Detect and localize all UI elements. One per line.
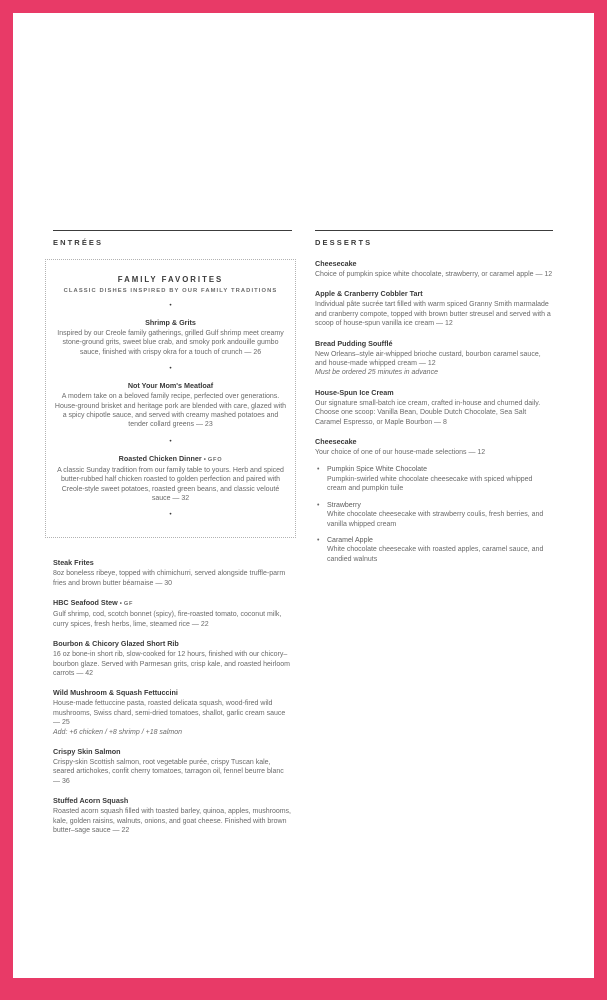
menu-item-name: House-Spun Ice Cream	[315, 387, 394, 397]
cheesecake-option	[315, 465, 553, 493]
family-item-name: Not Your Mom's Meatloaf	[127, 381, 214, 391]
menu-item-name: Crispy Skin Salmon	[53, 746, 121, 756]
menu-item-cheesecake	[315, 259, 553, 279]
menu-item-description: 8oz boneless ribeye, topped with chimichurri, served alongside truffle-parm fries and brown butter béarnaise — 30	[53, 570, 286, 587]
bullet-icon: •	[317, 501, 320, 509]
menu-item-description: Individual pâte sucrée tart filled with warm spiced Granny Smith marmalade and cranberry compote, topped with brown butter streusel and served with a scoop of house-spun vanilla ice cream — 12	[315, 301, 551, 328]
family-item-name: Shrimp & Grits	[145, 318, 196, 327]
menu-item-description: Our signature small-batch ice cream, crafted in-house and churned daily. Choose one scoop: Vanilla Bean, Double Dutch Chocolate, Sea Salt Caramel Espresso, or Maple Bourbon — 8	[315, 399, 541, 426]
separator-dot: •	[169, 437, 172, 445]
desserts-column	[315, 230, 553, 845]
cheesecake-option-body	[327, 465, 553, 493]
menu-item-fettuccini	[53, 688, 292, 737]
menu-item-cheesecake-selections	[315, 437, 553, 564]
separator-dot: •	[169, 365, 172, 373]
menu-item-description: New Orleans–style air-whipped brioche custard, bourbon caramel sauce, and house-made whipped cream — 12	[315, 350, 541, 368]
menu-item-name: Cheesecake	[315, 437, 357, 447]
menu-content	[13, 13, 594, 845]
menu-item-note: Must be ordered 25 minutes in advance	[315, 369, 438, 377]
menu-item-short-rib	[53, 639, 292, 678]
cheesecake-options-list	[315, 465, 553, 564]
tag-bullet-icon: •	[119, 601, 122, 608]
menu-item-description: Choice of pumpkin spice white chocolate, strawberry, or caramel apple — 12	[315, 271, 553, 278]
dietary-tag	[120, 598, 133, 607]
cheesecake-option-description: White chocolate cheesecake with roasted apples, caramel sauce, and candied walnuts	[327, 546, 544, 563]
menu-item-description: Gulf shrimp, cod, scotch bonnet (spicy), fire-roasted tomato, coconut milk, curry spices, fresh herbs, lime, steamed rice — 22	[53, 611, 282, 628]
menu-item-note: Add: +6 chicken / +8 shrimp / +18 salmon	[53, 728, 182, 736]
menu-item-name: Bread Pudding Soufflé	[315, 338, 393, 348]
tag-bullet-icon: •	[203, 456, 206, 463]
menu-item-description: Your choice of one of our house-made selections — 12	[315, 449, 486, 457]
menu-item-description: 16 oz bone-in short rib, slow-cooked for 12 hours, finished with our chicory–bourbon glaze. Served with Parmesan grits, crisp kale, and roasted heirloom carrots — 42	[53, 651, 290, 677]
menu-item-name: Wild Mushroom & Squash Fettuccini	[53, 688, 178, 698]
menu-item-crispy-skin-salmon	[53, 747, 292, 786]
family-item-description: A classic Sunday tradition from our family table to yours. Herb and spiced butter-rubbed half chicken roasted to golden perfection and paired with Creole-style sweet potatoes, roasted green beans, and classic velouté sauce — 32	[57, 466, 284, 503]
separator-dot: •	[169, 511, 172, 519]
bullet-icon: •	[317, 536, 320, 544]
cheesecake-option-name: Pumpkin Spice White Chocolate	[327, 466, 427, 474]
menu-item-steak-frites	[53, 558, 292, 588]
family-item	[54, 454, 287, 504]
menu-item-description: Crispy-skin Scottish salmon, root vegetable purée, crispy Tuscan kale, seared artichokes, confit cherry tomatoes, tarragon oil, fennel beurre blanc — 36	[53, 758, 284, 785]
menu-item-name: Cheesecake	[315, 259, 357, 268]
desserts-header: DESSERTS	[315, 238, 373, 247]
entrees-header: ENTRÉES	[53, 238, 104, 247]
bullet-icon: •	[317, 466, 320, 474]
cheesecake-option	[315, 536, 553, 564]
menu-item-name: Stuffed Acorn Squash	[53, 796, 129, 806]
entrees-rule	[53, 230, 292, 231]
separator-dot: •	[169, 302, 172, 309]
cheesecake-option-name: Strawberry	[327, 501, 361, 509]
family-item-name-text: Roasted Chicken Dinner	[118, 453, 202, 463]
desserts-rule	[315, 230, 553, 231]
menu-item-name: Bourbon & Chicory Glazed Short Rib	[53, 639, 179, 649]
family-item	[54, 381, 287, 430]
cheesecake-option-name: Caramel Apple	[327, 536, 373, 544]
family-favorites-box	[45, 259, 296, 538]
dietary-tag-text: GFO	[207, 456, 223, 463]
family-item-description: A modern take on a beloved family recipe, perfected over generations. House-ground brisket and heritage pork are blended with care, glazed with a spicy chipotle sauce, and served with creamy mashed potatoes and tender collard greens — 23	[54, 393, 287, 429]
family-item-description: Inspired by our Creole family gatherings, grilled Gulf shrimp meet creamy stone-ground grits, sweet blue crab, and smoky pork andouille gumbo sauce, finished with crispy okra for a touch of crunch — 26	[57, 330, 284, 356]
menu-item-stuffed-acorn-squash	[53, 796, 292, 835]
cheesecake-option-description: White chocolate cheesecake with strawberry coulis, fresh berries, and vanilla whipped cream	[327, 511, 544, 528]
family-favorites-subtitle: CLASSIC DISHES INSPIRED BY OUR FAMILY TRADITIONS	[63, 288, 278, 294]
family-item-name	[54, 454, 287, 465]
cheesecake-option-body	[327, 536, 553, 564]
dietary-tag-text: GF	[123, 601, 134, 608]
menu-item-name	[53, 598, 292, 609]
menu-item-bread-pudding-souffle	[315, 339, 553, 378]
menu-item-cobbler-tart	[315, 289, 553, 328]
menu-item-description: Roasted acorn squash filled with toasted barley, quinoa, apples, mushrooms, kale, golden raisins, walnuts, onions, and goat cheese. Finished with brown butter–sage sauce — 22	[53, 808, 292, 834]
cheesecake-option	[315, 501, 553, 529]
menu-item-hbc-seafood-stew	[53, 598, 292, 629]
menu-page	[13, 13, 594, 978]
family-favorites-title: FAMILY FAVORITES	[117, 275, 224, 284]
menu-item-name: Steak Frites	[53, 558, 94, 568]
menu-item-name-text: HBC Seafood Stew	[53, 598, 118, 608]
cheesecake-option-body	[327, 501, 553, 529]
entrees-column	[53, 230, 292, 845]
menu-item-name: Apple & Cranberry Cobbler Tart	[315, 289, 423, 299]
dietary-tag	[204, 454, 223, 463]
menu-item-house-spun-ice-cream	[315, 388, 553, 427]
cheesecake-option-description: Pumpkin-swirled white chocolate cheesecake with spiced whipped cream and pumpkin tuile	[327, 475, 533, 493]
menu-item-description: House-made fettuccine pasta, roasted delicata squash, wood-fired wild mushrooms, Swiss chard, semi-dried tomatoes, shallot, garlic cream sauce — 25	[53, 700, 286, 727]
family-item	[54, 318, 287, 357]
